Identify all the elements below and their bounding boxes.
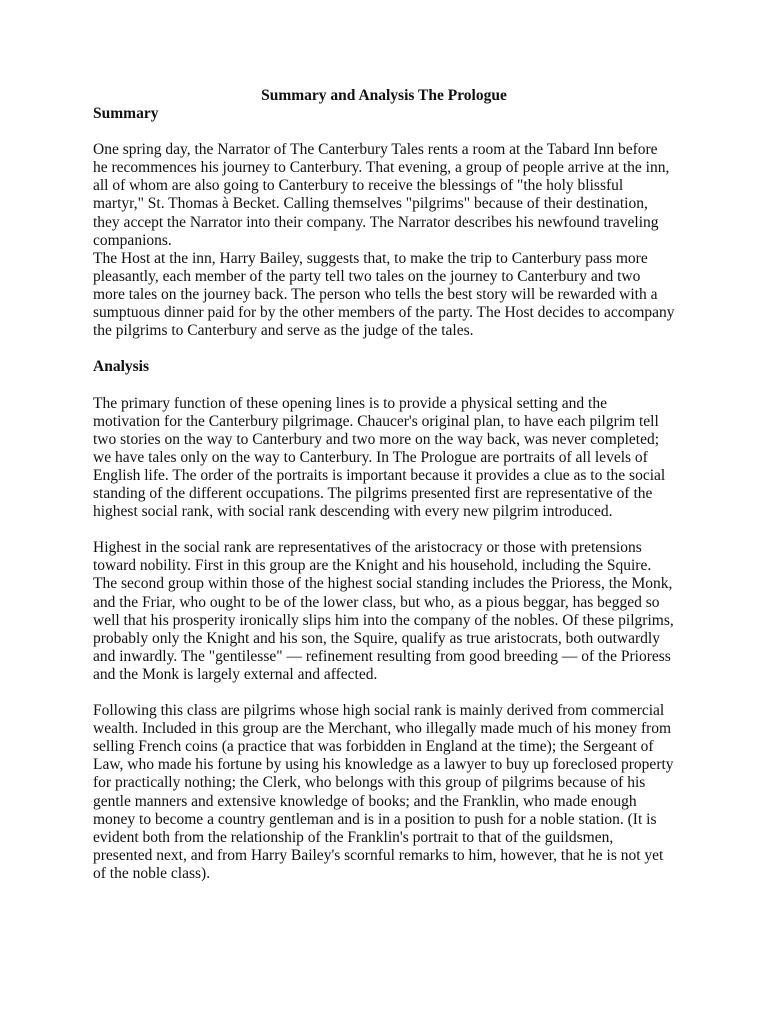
spacer xyxy=(93,684,683,702)
document-body xyxy=(93,105,683,883)
spacer xyxy=(93,521,683,539)
spacer xyxy=(93,123,683,141)
analysis-paragraph-1: The primary function of these opening lines is to provide a physical setting and the motivation for the Canterbury pilgrimage. Chaucer's original plan, to have each pilgrim tell two stories on the way to Canterbury and two more on the way back, was never completed; we have tales only on the way to Canterbury. In The Prologue are portraits of all levels of English life. The order of the portraits is important because it provides a clue as to the social standing of the different occupations. The pilgrims presented first are representative of the highest social rank, with social rank descending with every new pilgrim introduced. xyxy=(93,394,666,521)
spacer xyxy=(93,376,683,394)
analysis-paragraph-2: Highest in the social rank are representatives of the aristocracy or those with pretensions toward nobility. First in this group are the Knight and his household, including the Squire. The second group within those of the highest social standing includes the Prioress, the Monk, and the Friar, who ought to be of the lower class, but who, as a pious beggar, has begged so well that his prosperity ironically slips him into the company of the nobles. Of these pilgrims, probably only the Knight and his son, the Squire, qualify as true aristocrats, both outwardly and inwardly. The "gentilesse" — refinement resulting from good breeding — of the Prioress and the Monk is largely external and affected. xyxy=(93,539,674,683)
summary-heading: Summary xyxy=(93,105,159,122)
spacer xyxy=(93,340,683,358)
document-title: Summary and Analysis The Prologue xyxy=(261,87,507,104)
analysis-paragraph-3: Following this class are pilgrims whose high social rank is mainly derived from commercial wealth. Included in this group are the Merchant, who illegally made much of his money from selling French coins (a practice that was forbidden in England at the time); the Sergeant of Law, who made his fortune by using his knowledge as a lawyer to buy up foreclosed property for practically nothing; the Clerk, who belongs with this group of pilgrims because of his gentle manners and extensive knowledge of books; and the Franklin, who made enough money to become a country gentleman and is in a position to push for a noble station. (It is evident both from the relationship of the Franklin's portrait to that of the guildsmen, presented next, and from Harry Bailey's scornful remarks to him, however, that he is not yet of the noble class). xyxy=(93,702,674,882)
analysis-heading: Analysis xyxy=(93,358,149,376)
summary-paragraph-1: One spring day, the Narrator of The Canterbury Tales rents a room at the Tabard Inn before he recommences his journey to Canterbury. That evening, a group of people arrive at the inn, all of whom are also going to Canterbury to receive the blessings of "the holy blissful martyr," St. Thomas à Becket. Calling themselves "pilgrims" because of their destination, they accept the Narrator into their company. The Narrator describes his newfound traveling companions. xyxy=(93,141,670,249)
summary-paragraph-2: The Host at the inn, Harry Bailey, suggests that, to make the trip to Canterbury pass more pleasantly, each member of the party tell two tales on the journey to Canterbury and two more tales on the journey back. The person who tells the best story will be rewarded with a sumptuous dinner paid for by the other members of the party. The Host decides to accompany the pilgrims to Canterbury and serve as the judge of the tales. xyxy=(93,249,675,340)
